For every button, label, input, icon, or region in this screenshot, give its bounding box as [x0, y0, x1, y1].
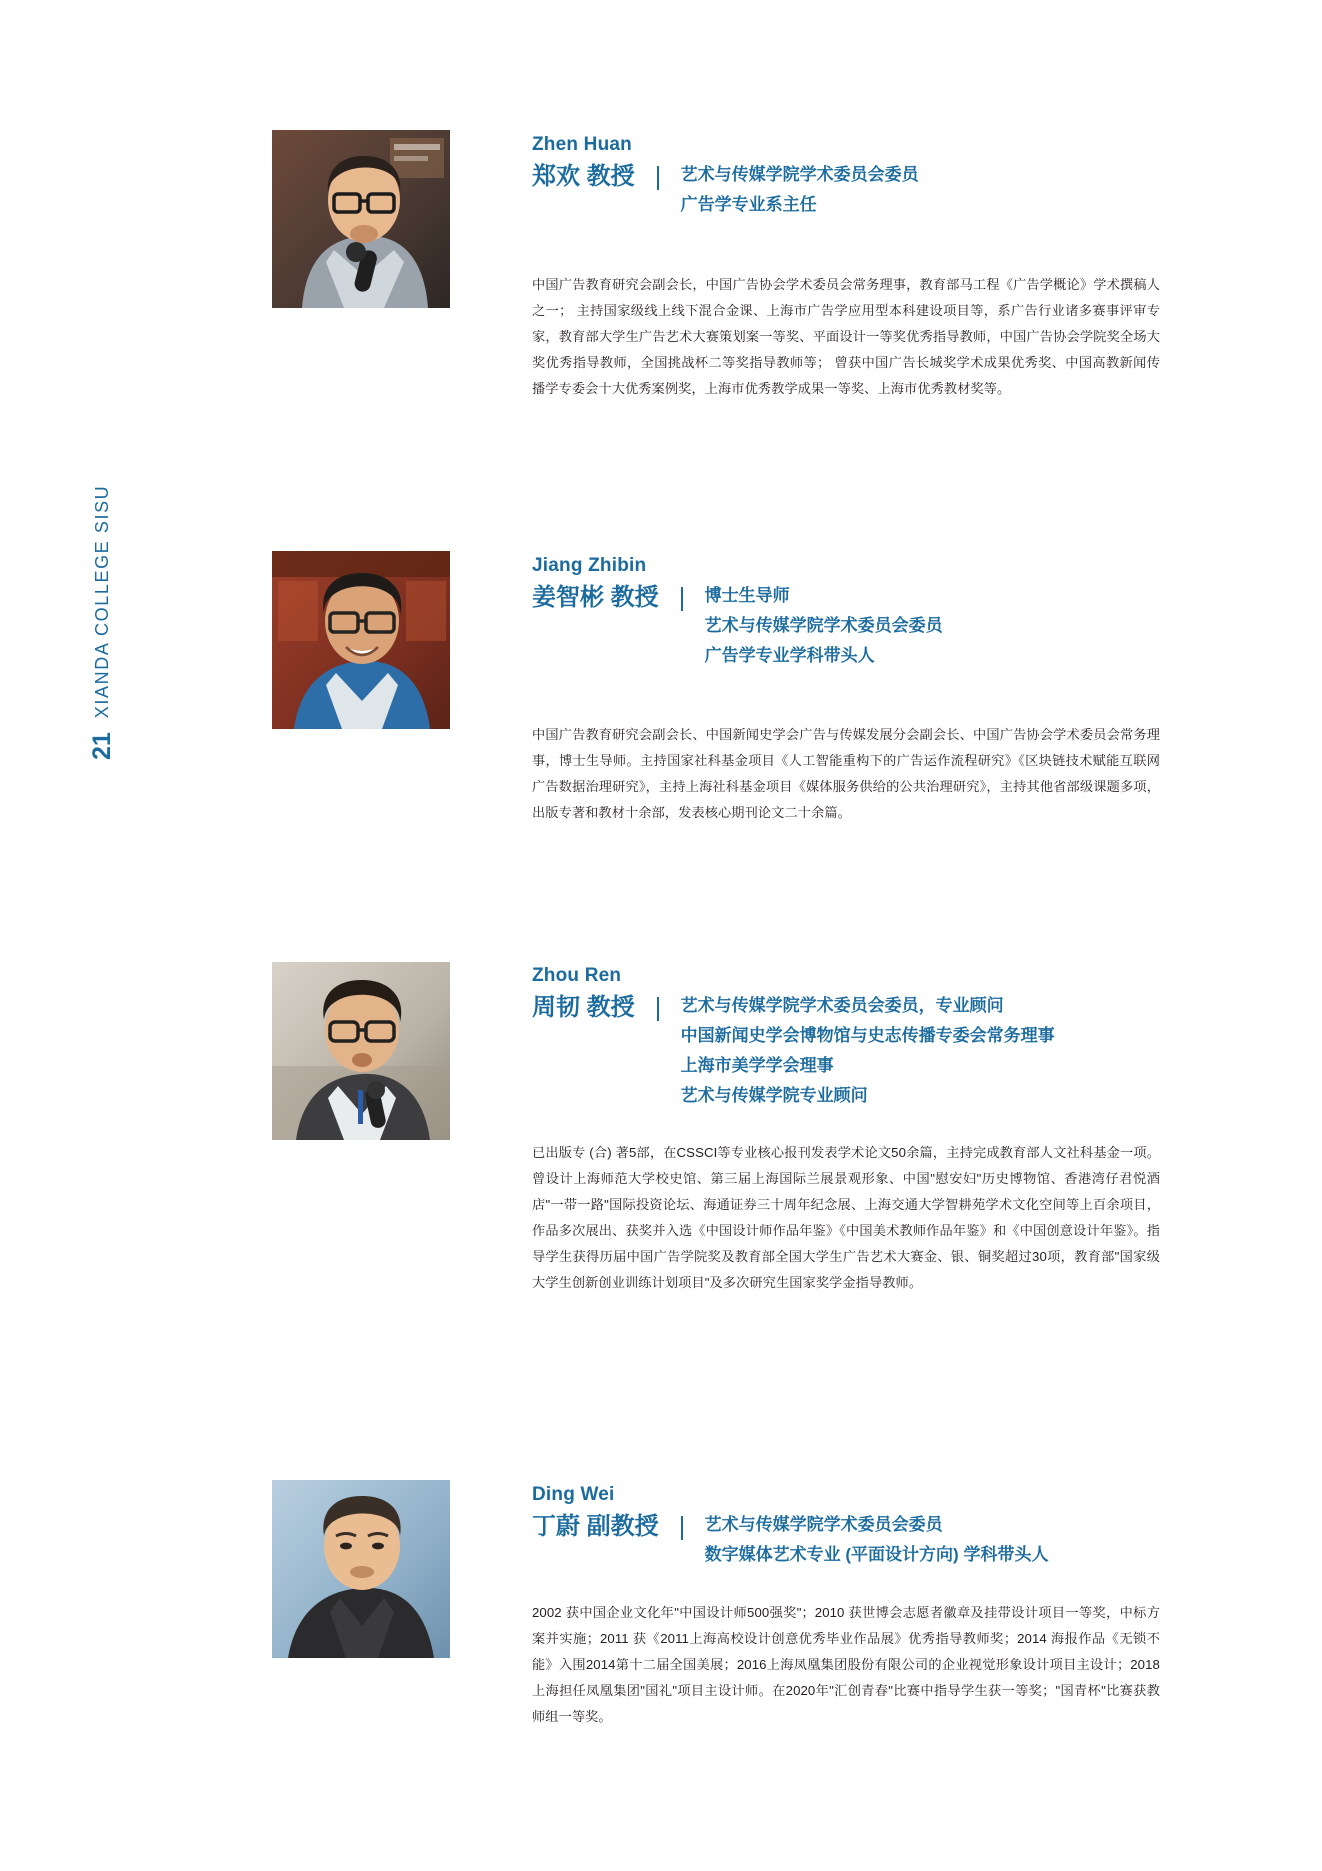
- name-chinese: 丁蔚 副教授: [532, 1513, 659, 1540]
- vertical-divider: [681, 1516, 683, 1540]
- profile-biography: 已出版专 (合) 著5部，在CSSCI等专业核心报刊发表学术论文50余篇，主持完成教育部人文社科基金一项。曾设计上海师范大学校史馆、第三届上海国际兰展景观形象、中国"慰安妇"历史博物馆、香港湾仔君悦酒店"一带一路"国际投资论坛、海通证券三十周年纪念展、上海交通大学智耕苑学术文化空间等上百余项目，作品多次展出、获奖并入选《中国设计师作品年鉴》《中国美术教师作品年鉴》和《中国创意设计年鉴》。指导学生获得历届中国广告学院奖及教育部全国大学生广告艺术大赛金、银、铜奖超过30项，教育部"国家级大学生创新创业训练计划项目"及多次研究生国家奖学金指导教师。: [532, 1145, 1160, 1290]
- name-english: Zhou Ren: [532, 965, 622, 986]
- college-name-label: XIANDA COLLEGE SISU: [92, 484, 112, 719]
- title-line: 艺术与传媒学院学术委员会委员: [680, 165, 919, 184]
- profile-biography: 中国广告教育研究会副会长，中国广告协会学术委员会常务理事，教育部马工程《广告学概论》学术撰稿人之一； 主持国家级线上线下混合金课、上海市广告学应用型本科建设项目等，系广告行业诸多赛事评审专家，教育部大学生广告艺术大赛策划案一等奖、平面设计一等奖优秀指导教师，中国广告协会学院奖全场大奖优秀指导教师，全国挑战杯二等奖指导教师等； 曾获中国广告长城奖学术成果优秀奖、中国高教新闻传播学专委会十大优秀案例奖，上海市优秀教学成果一等奖、上海市优秀教材奖等。: [532, 277, 1160, 396]
- title-list: [681, 160, 919, 220]
- name-chinese: 周韧 教授: [532, 994, 635, 1021]
- portrait-image: [272, 962, 450, 1140]
- page-number: 21: [88, 732, 116, 760]
- title-line: 数字媒体艺术专业 (平面设计方向) 学科带头人: [704, 1545, 1049, 1564]
- profile-heading: [532, 132, 919, 220]
- title-line: 博士生导师: [704, 586, 790, 605]
- title-list: [705, 1510, 1049, 1570]
- name-chinese: 姜智彬 教授: [532, 584, 659, 611]
- profile-biography: 2002 获中国企业文化年"中国设计师500强奖"；2010 获世博会志愿者徽章及挂带设计项目一等奖，中标方案并实施；2011 获《2011上海高校设计创意优秀毕业作品展》优秀指导教师奖；2014 海报作品《无锁不能》入围2014第十二届全国美展；2016上海凤凰集团股份有限公司的企业视觉形象设计项目主设计；2018上海担任凤凰集团"国礼"项目主设计师。在2020年"汇创青春"比赛中指导学生获一等奖；"国青杯"比赛获教师组一等奖。: [532, 1605, 1160, 1724]
- name-title-row: [532, 1510, 1048, 1570]
- title-line: 广告学专业学科带头人: [704, 646, 875, 665]
- title-line: 艺术与传媒学院专业顾问: [680, 1086, 868, 1105]
- profile-biography: 中国广告教育研究会副会长、中国新闻史学会广告与传媒发展分会副会长、中国广告协会学术委员会常务理事，博士生导师。主持国家社科基金项目《人工智能重构下的广告运作流程研究》《区块链技术赋能互联网广告数据治理研究》，主持上海社科基金项目《媒体服务供给的公共治理研究》，主持其他省部级课题多项，出版专著和教材十余部，发表核心期刊论文二十余篇。: [532, 727, 1160, 820]
- portrait-zhen-huan: [272, 130, 450, 308]
- profile-heading: [532, 963, 1055, 1111]
- profile-heading: [532, 1482, 1048, 1570]
- title-line: 艺术与传媒学院学术委员会委员: [704, 616, 943, 635]
- profile-heading: [532, 553, 943, 671]
- title-list: [705, 581, 943, 671]
- portrait-image: [272, 1480, 450, 1658]
- vertical-divider: [681, 587, 683, 611]
- name-english: Zhen Huan: [532, 134, 632, 155]
- name-english: Jiang Zhibin: [532, 555, 647, 576]
- name-title-row: [532, 991, 1055, 1111]
- portrait-zhou-ren: [272, 962, 450, 1140]
- title-line: 艺术与传媒学院学术委员会委员: [704, 1515, 943, 1534]
- portrait-image: [272, 130, 450, 308]
- name-title-row: [532, 160, 919, 220]
- title-line: 上海市美学学会理事: [680, 1056, 834, 1075]
- portrait-image: [272, 551, 450, 729]
- name-title-row: [532, 581, 943, 671]
- title-line: 中国新闻史学会博物馆与史志传播专委会常务理事: [680, 1026, 1055, 1045]
- name-chinese: 郑欢 教授: [532, 163, 635, 190]
- name-english: Ding Wei: [532, 1484, 615, 1505]
- title-list: [681, 991, 1055, 1111]
- portrait-ding-wei: [272, 1480, 450, 1658]
- vertical-divider: [657, 997, 659, 1021]
- portrait-jiang-zhibin: [272, 551, 450, 729]
- title-line: 艺术与传媒学院学术委员会委员，专业顾问: [680, 996, 1004, 1015]
- vertical-divider: [657, 166, 659, 190]
- title-line: 广告学专业系主任: [680, 195, 817, 214]
